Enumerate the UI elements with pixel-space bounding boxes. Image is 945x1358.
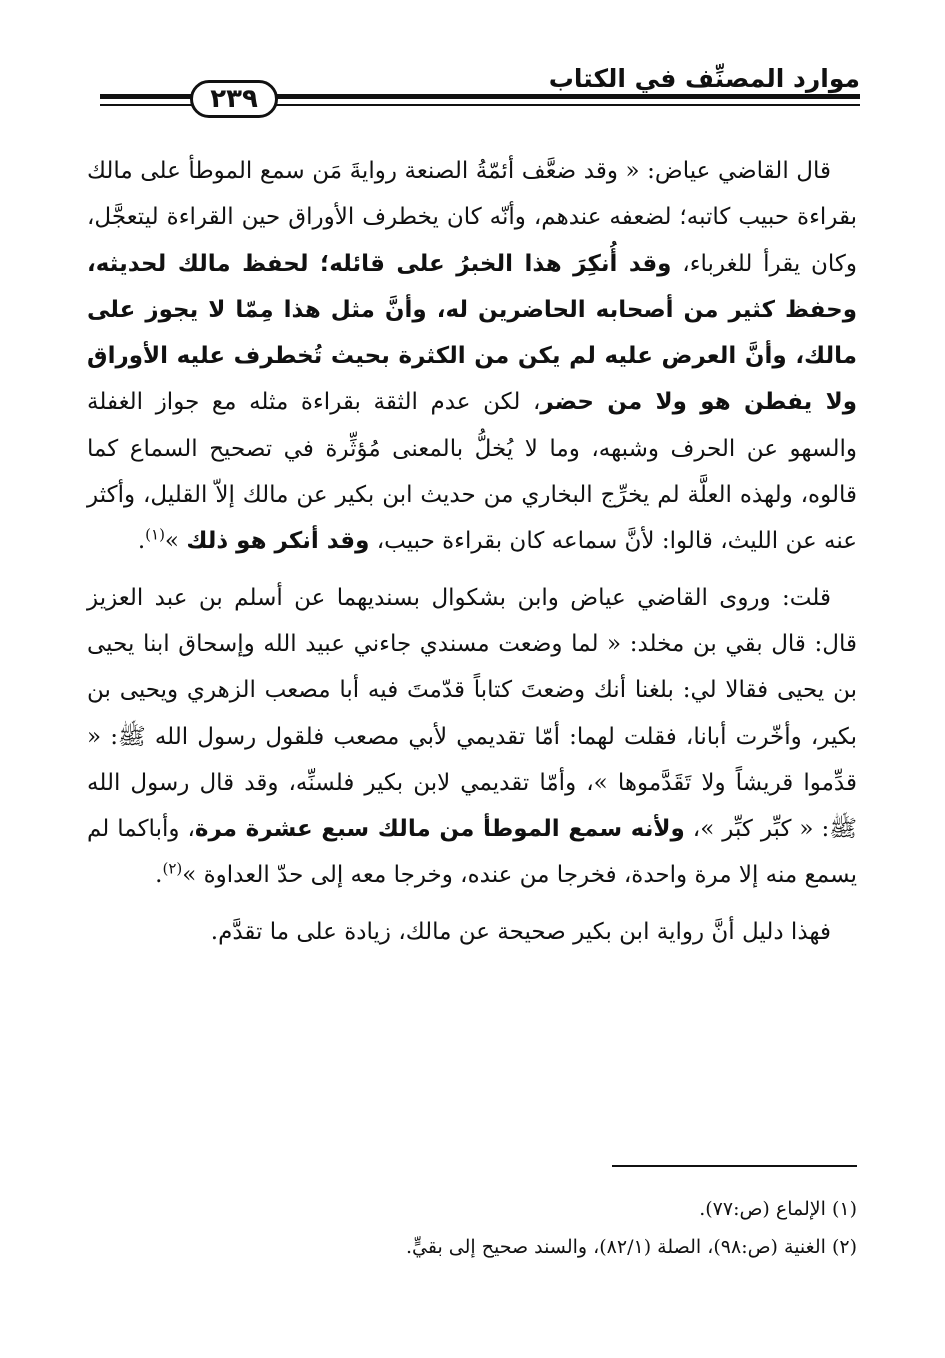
footnotes (87, 1190, 857, 1266)
p1-end: . (137, 528, 146, 555)
p1-bold-1: وقد أُنكِرَ هذا الخبرُ على قائله؛ لحفظ مالك لحديثه، وحفظ كثير من أصحابه الحاضرين له، وأنَّ مثل هذا مِمّا لا يجوز على مالك، وأنَّ العرض عليه لم يكن من الكثرة بحيث تُخطرف عليه الأوراق ولا يفطن هو ولا من حضر (87, 250, 858, 416)
footnote-ref-1: (١) (145, 525, 165, 544)
p1-quote-close: » (164, 528, 187, 555)
p2-text-2: ، وأباكما لم يسمع منه إلا مرة واحدة، فخرجا من عنده، وخرجا معه إلى حدّ العداوة » (87, 816, 857, 889)
p1-text-2: ، لكن عدم الثقة بقراءة مثله مع جواز الغفلة والسهو عن الحرف وشبهه، وما لا يُخلُّ بالمعنى مُؤثِّرة في تصحيح السماع كما قالوه، ولهذه العلَّة لم يخرِّج البخاري من حديث ابن بكير عن مالك إلاّ القليل، وأكثر عنه عن الليث، قالوا: لأنَّ سماعه كان بقراءة حبيب، (87, 389, 857, 555)
main-text (87, 148, 857, 955)
p1-bold-2: وقد أنكر هو ذلك (186, 528, 370, 555)
page-number-badge (190, 80, 278, 118)
footnote-1: (١) الإلماع (ص:٧٧). (699, 1198, 857, 1220)
running-title: موارد المصنِّف في الكتاب (548, 64, 860, 93)
p1-text-1: قال القاضي عياض: « وقد ضعَّف أئمّةُ الصنعة روايةَ مَن سمع الموطأ على مالك بقراءة حبيب كاتبه؛ لضعفه عندهم، وأنّه كان يخطرف الأوراق حين القراءة ليتعجَّل، وكان يقرأ للغرباء، (87, 158, 857, 277)
paragraph-2 (87, 575, 857, 899)
page-number: ٢٣٩ (210, 84, 258, 114)
p2-text-1: قلت: وروى القاضي عياض وابن بشكوال بسنديهما عن أسلم بن عبد العزيز قال: قال بقي بن مخلد: « لما وضعت مسندي جاءني عبيد الله وإسحاق ابنا يحيى بن يحيى فقالا لي: بلغنا أنك وضعتَ كتاباً قدّمتَ فيه أبا مصعب الزهري ويحيى بن بكير، وأخّرت أبانا، فقلت لهما: أمّا تقديمي لأبي مصعب فلقول رسول الله ﷺ: « قدِّموا قريشاً ولا تَقَدَّموها »، وأمّا تقديمي لابن بكير فلسنِّه، وقد قال رسول الله ﷺ: « كبِّر كبِّر »، (87, 584, 857, 843)
page-header (100, 60, 860, 130)
footnote-2: (٢) الغنية (ص:٩٨)، الصلة (٨٢/١)، والسند صحيح إلى بقيٍّ. (405, 1236, 857, 1258)
p2-bold-1: ولأنه سمع الموطأ من مالك سبع عشرة مرة (194, 816, 685, 843)
p2-end: . (155, 862, 163, 889)
footnote-ref-2: (٢) (162, 859, 183, 878)
paragraph-1 (87, 148, 857, 565)
paragraph-3: فهذا دليل أنَّ رواية ابن بكير صحيحة عن مالك، زيادة على ما تقدَّم. (210, 918, 831, 945)
footnote-separator (612, 1165, 857, 1167)
